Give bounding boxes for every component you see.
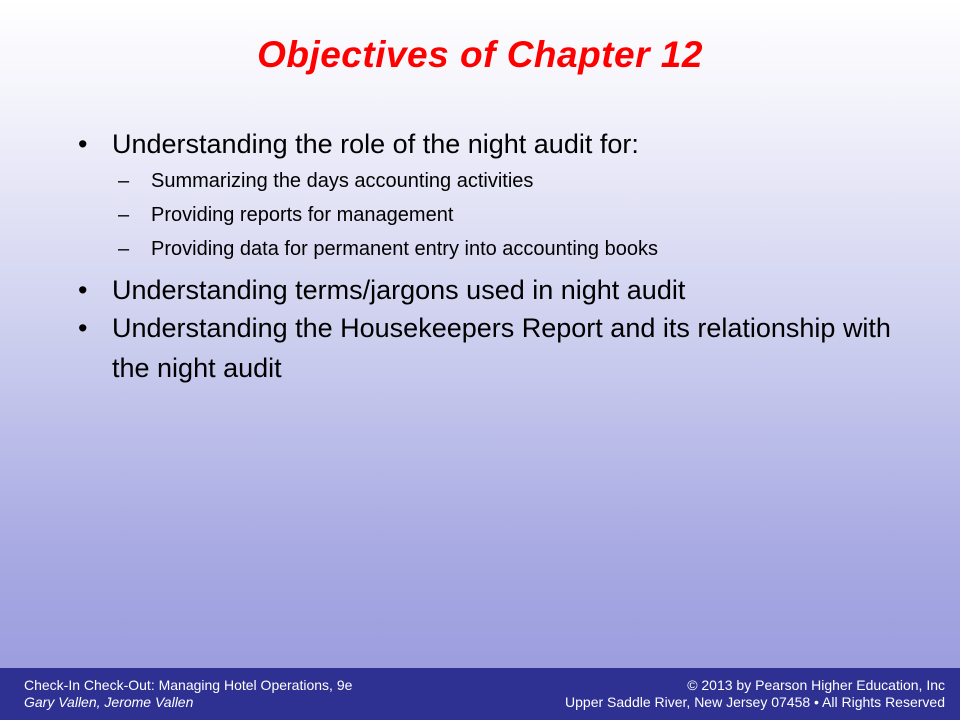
sub-bullet-item <box>78 232 918 266</box>
footer-book-title: Check-In Check-Out: Managing Hotel Operations, 9e <box>24 677 353 693</box>
objectives-list <box>78 126 918 390</box>
footer-copyright <box>565 677 945 711</box>
footer-book-info <box>24 677 352 711</box>
bullet-text: Understanding the role of the night audit for: <box>112 129 639 159</box>
sub-bullet-text: Providing data for permanent entry into accounting books <box>151 238 658 260</box>
sub-bullet-text: Summarizing the days accounting activities <box>151 170 534 192</box>
bullet-marker: • <box>78 275 88 305</box>
sub-bullet-text: Providing reports for management <box>151 204 454 226</box>
footer-rights-line: Upper Saddle River, New Jersey 07458 • All Rights Reserved <box>565 694 945 710</box>
sub-list <box>78 164 918 266</box>
sub-bullet-item <box>78 164 918 198</box>
bullet-marker: • <box>78 313 88 343</box>
footer-bar <box>0 668 960 720</box>
sub-bullet-marker: – <box>118 170 130 192</box>
slide-title: Objectives of Chapter 12 <box>257 34 703 75</box>
bullet-text: Understanding the Housekeepers Report and its relationship with the night audit <box>112 313 891 383</box>
bullet-item <box>78 308 918 388</box>
sub-bullet-marker: – <box>118 238 130 260</box>
footer-authors: Gary Vallen, Jerome Vallen <box>24 694 194 710</box>
sub-bullet-marker: – <box>118 204 130 226</box>
bullet-marker: • <box>78 129 88 159</box>
bullet-item <box>78 126 918 162</box>
footer-copyright-line: © 2013 by Pearson Higher Education, Inc <box>687 677 945 693</box>
bullet-text: Understanding terms/jargons used in night audit <box>112 275 686 305</box>
sub-bullet-item <box>78 198 918 232</box>
bullet-item <box>78 272 918 308</box>
